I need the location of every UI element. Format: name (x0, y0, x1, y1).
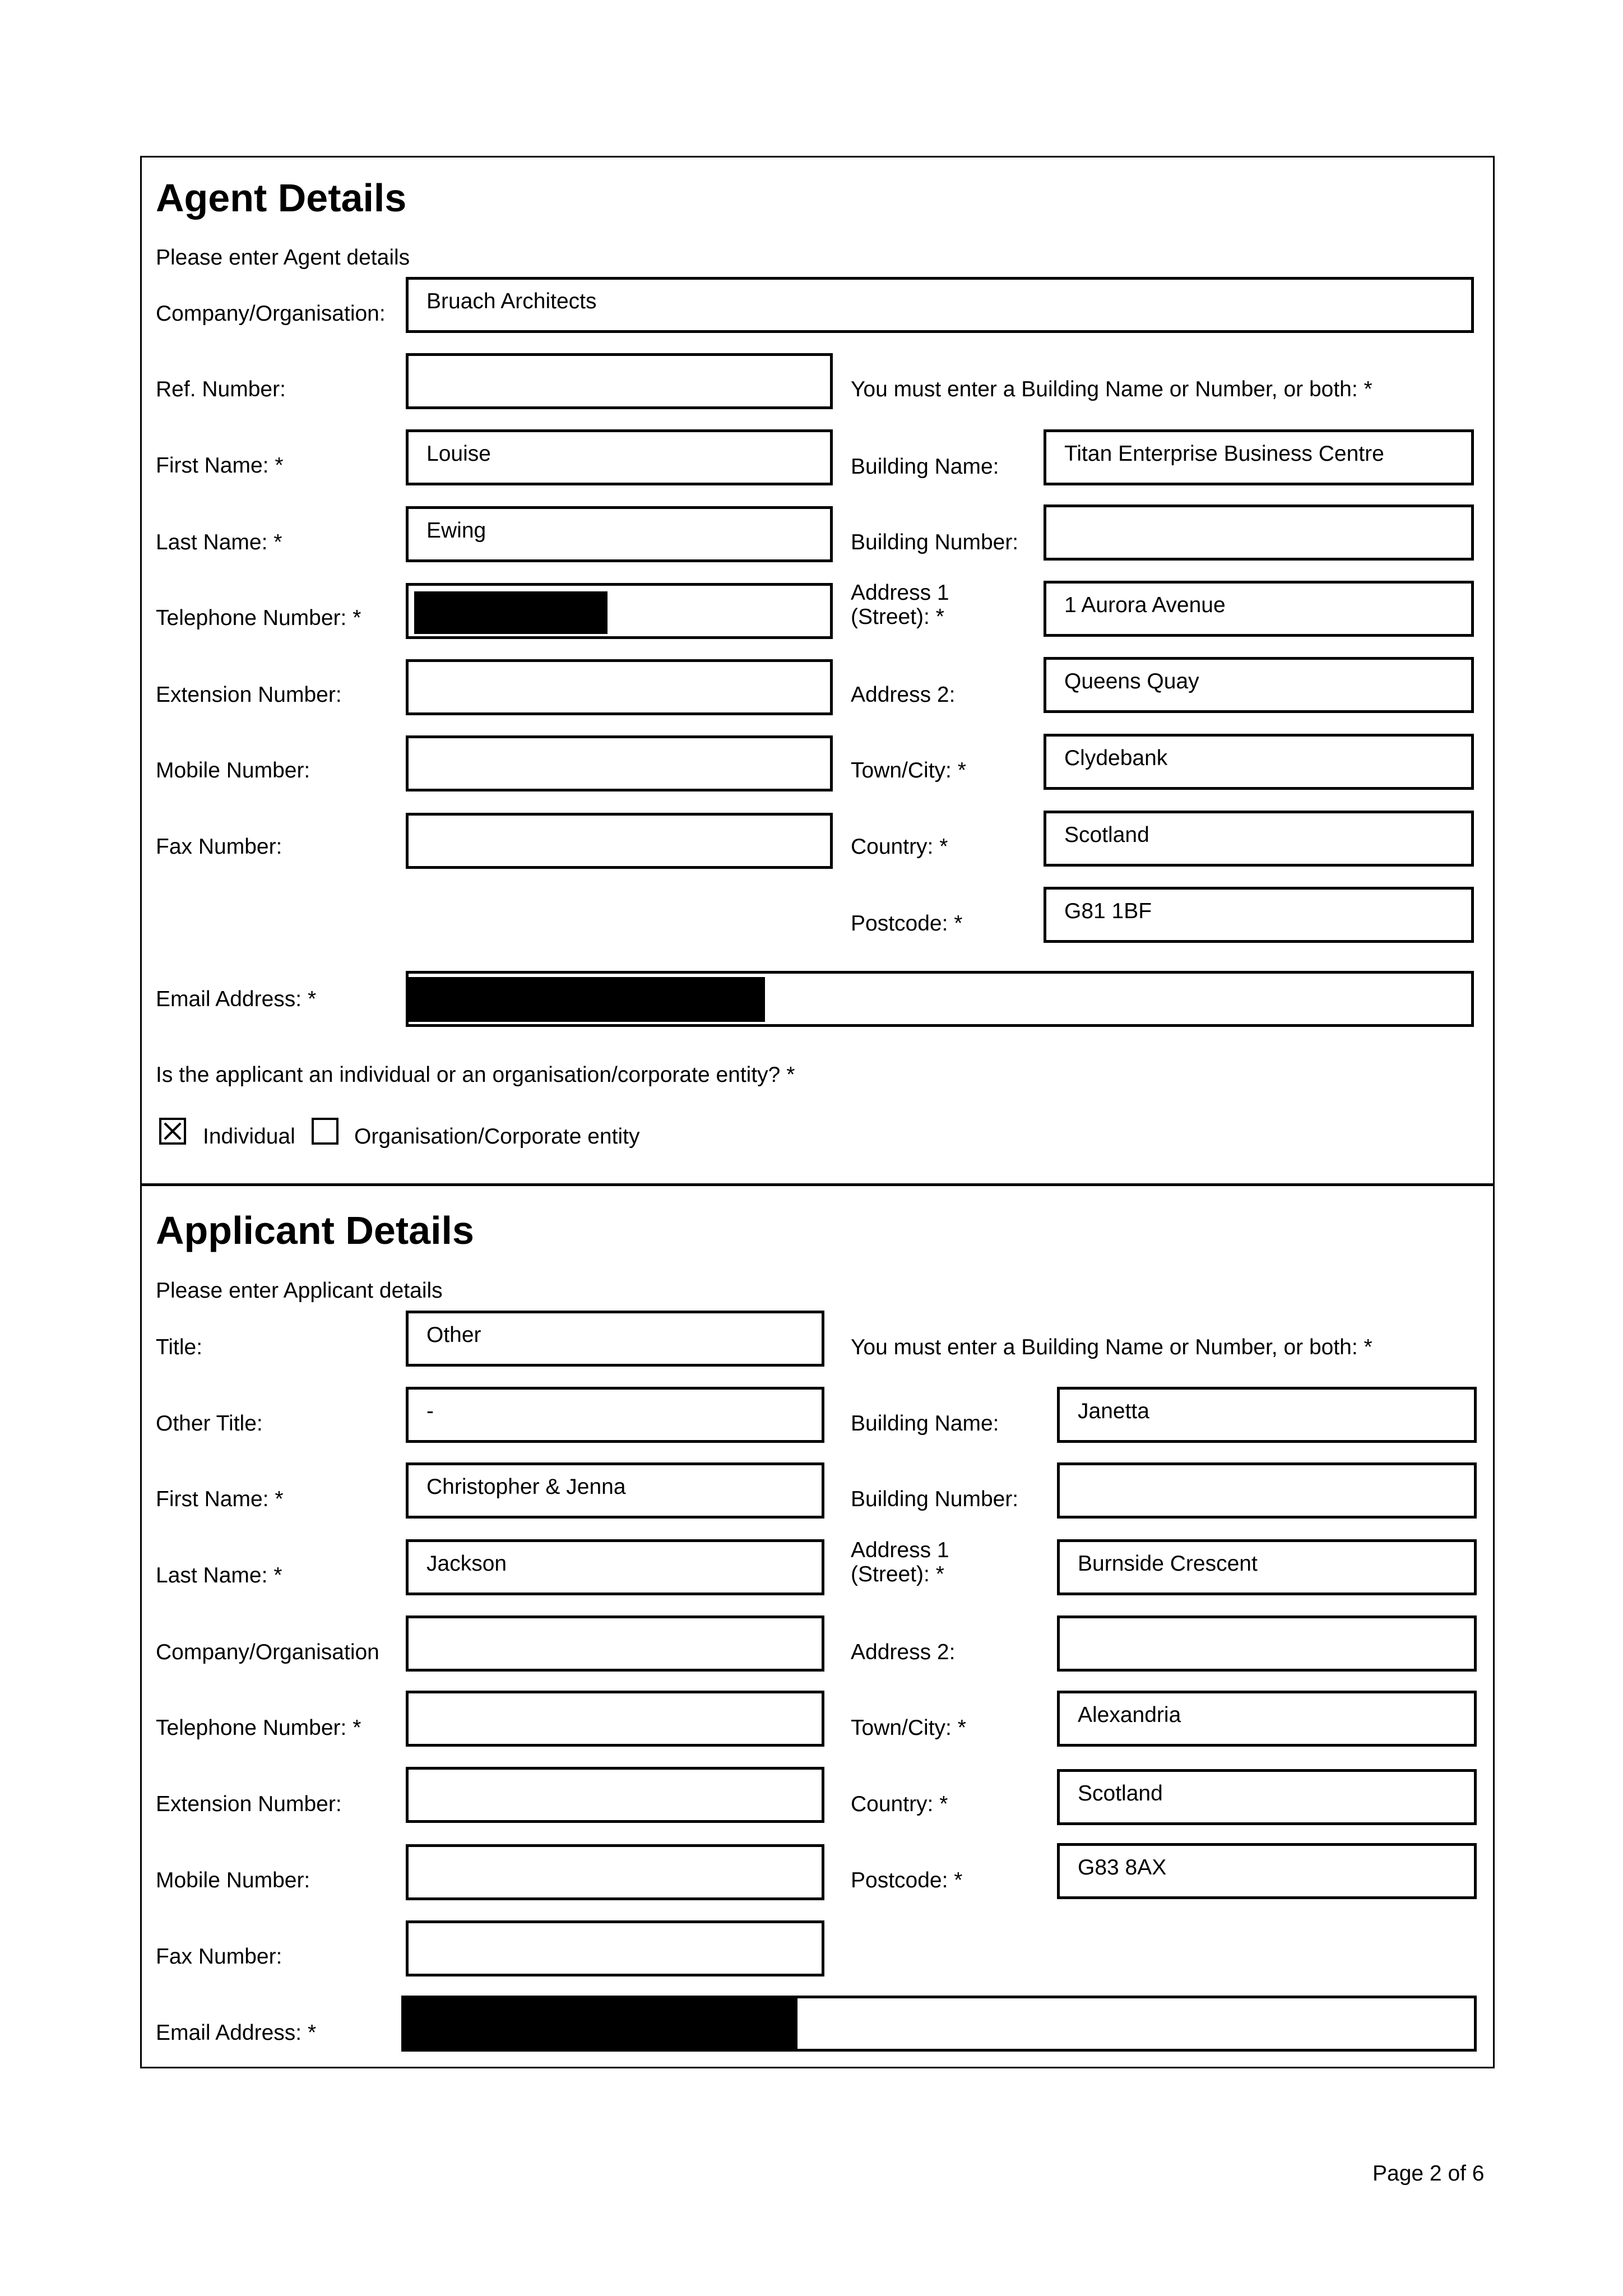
applicant-address1-label-line1: Address 1 (851, 1538, 949, 1562)
agent-email-label: Email Address: * (156, 987, 317, 1011)
applicant-address1-value: Burnside Crescent (1078, 1552, 1258, 1576)
applicant-other-title-label: Other Title: (156, 1411, 263, 1436)
applicant-type-question: Is the applicant an individual or an organisation/corporate entity? * (156, 1063, 795, 1087)
applicant-fax-field[interactable] (406, 1920, 824, 1976)
agent-fax-field[interactable] (406, 813, 833, 869)
agent-building-number-label: Building Number: (851, 530, 1019, 554)
organisation-checkbox[interactable] (312, 1118, 338, 1145)
applicant-first-name-field[interactable] (406, 1462, 824, 1519)
section-divider (140, 1183, 1495, 1186)
applicant-building-number-field[interactable] (1057, 1462, 1477, 1519)
agent-address1-label-line1: Address 1 (851, 581, 949, 605)
redaction-block (404, 1998, 797, 2049)
agent-email-field[interactable] (406, 971, 1474, 1027)
individual-option-label: Individual (203, 1124, 295, 1149)
applicant-building-name-label: Building Name: (851, 1411, 999, 1436)
applicant-intro: Please enter Applicant details (156, 1279, 443, 1303)
applicant-last-name-field[interactable] (406, 1539, 824, 1595)
applicant-postcode-value: G83 8AX (1078, 1855, 1167, 1880)
applicant-town-label: Town/City: * (851, 1716, 966, 1740)
agent-first-name-field[interactable] (406, 429, 833, 485)
applicant-first-name-label: First Name: * (156, 1487, 284, 1511)
applicant-title-value: Other (426, 1323, 481, 1347)
agent-fax-label: Fax Number: (156, 835, 282, 859)
page-number: Page 2 of 6 (1372, 2161, 1485, 2186)
applicant-email-label: Email Address: * (156, 2021, 317, 2045)
agent-town-label: Town/City: * (851, 758, 966, 783)
applicant-title-label: Title: (156, 1335, 203, 1359)
agent-address1-field[interactable] (1044, 581, 1474, 637)
agent-first-name-label: First Name: * (156, 453, 284, 478)
agent-address1-value: 1 Aurora Avenue (1064, 593, 1226, 617)
applicant-building-name-field[interactable] (1057, 1387, 1477, 1443)
agent-company-value: Bruach Architects (426, 289, 597, 313)
agent-building-note: You must enter a Building Name or Number, or both: * (851, 377, 1372, 401)
agent-town-field[interactable] (1044, 734, 1474, 790)
applicant-other-title-field[interactable] (406, 1387, 824, 1443)
applicant-last-name-value: Jackson (426, 1552, 507, 1576)
agent-postcode-field[interactable] (1044, 887, 1474, 943)
applicant-mobile-field[interactable] (406, 1844, 824, 1900)
agent-telephone-label: Telephone Number: * (156, 606, 361, 630)
agent-extension-field[interactable] (406, 659, 833, 715)
applicant-country-label: Country: * (851, 1792, 948, 1816)
agent-country-label: Country: * (851, 835, 948, 859)
applicant-building-number-label: Building Number: (851, 1487, 1019, 1511)
applicant-email-field[interactable] (401, 1996, 1477, 2052)
agent-postcode-label: Postcode: * (851, 911, 963, 936)
agent-last-name-label: Last Name: * (156, 530, 282, 554)
agent-building-number-field[interactable] (1044, 504, 1474, 561)
redaction-block (414, 591, 608, 634)
agent-details-heading: Agent Details (156, 176, 407, 220)
agent-last-name-value: Ewing (426, 519, 486, 543)
agent-country-value: Scotland (1064, 823, 1149, 847)
applicant-last-name-label: Last Name: * (156, 1563, 282, 1587)
agent-postcode-value: G81 1BF (1064, 899, 1152, 923)
agent-first-name-value: Louise (426, 442, 491, 466)
applicant-country-field[interactable] (1057, 1769, 1477, 1825)
applicant-other-title-value: - (426, 1399, 434, 1423)
applicant-mobile-label: Mobile Number: (156, 1868, 310, 1892)
agent-last-name-field[interactable] (406, 506, 833, 562)
agent-address2-label: Address 2: (851, 683, 956, 707)
applicant-company-label: Company/Organisation (156, 1640, 379, 1664)
applicant-first-name-value: Christopher & Jenna (426, 1475, 626, 1499)
agent-extension-label: Extension Number: (156, 683, 342, 707)
applicant-title-field[interactable] (406, 1311, 824, 1367)
applicant-town-field[interactable] (1057, 1691, 1477, 1747)
checkbox-cross-icon (161, 1120, 184, 1142)
agent-ref-label: Ref. Number: (156, 377, 286, 401)
redaction-block (409, 977, 765, 1022)
applicant-telephone-label: Telephone Number: * (156, 1716, 361, 1740)
applicant-telephone-field[interactable] (406, 1691, 824, 1747)
agent-company-field[interactable] (406, 277, 1474, 333)
individual-checkbox[interactable] (159, 1118, 186, 1145)
applicant-details-heading: Applicant Details (156, 1209, 474, 1252)
agent-mobile-field[interactable] (406, 735, 833, 791)
agent-mobile-label: Mobile Number: (156, 758, 310, 783)
applicant-postcode-label: Postcode: * (851, 1868, 963, 1892)
applicant-fax-label: Fax Number: (156, 1945, 282, 1969)
applicant-postcode-field[interactable] (1057, 1843, 1477, 1899)
applicant-extension-label: Extension Number: (156, 1792, 342, 1816)
organisation-option-label: Organisation/Corporate entity (354, 1124, 640, 1149)
applicant-address2-field[interactable] (1057, 1615, 1477, 1672)
agent-address2-value: Queens Quay (1064, 669, 1199, 693)
agent-company-label: Company/Organisation: (156, 302, 386, 326)
applicant-company-field[interactable] (406, 1615, 824, 1672)
agent-building-name-label: Building Name: (851, 455, 999, 479)
agent-building-name-field[interactable] (1044, 429, 1474, 485)
applicant-building-note: You must enter a Building Name or Number, or both: * (851, 1335, 1372, 1359)
agent-telephone-field[interactable] (406, 583, 833, 639)
applicant-address2-label: Address 2: (851, 1640, 956, 1664)
agent-town-value: Clydebank (1064, 746, 1168, 770)
applicant-building-name-value: Janetta (1078, 1399, 1149, 1423)
agent-country-field[interactable] (1044, 811, 1474, 867)
agent-building-name-value: Titan Enterprise Business Centre (1064, 442, 1384, 466)
agent-address2-field[interactable] (1044, 657, 1474, 713)
applicant-address1-field[interactable] (1057, 1539, 1477, 1595)
agent-address1-label-line2: (Street): * (851, 605, 944, 629)
applicant-country-value: Scotland (1078, 1781, 1163, 1806)
agent-ref-field[interactable] (406, 353, 833, 409)
applicant-address1-label-line2: (Street): * (851, 1562, 944, 1586)
applicant-extension-field[interactable] (406, 1767, 824, 1823)
applicant-town-value: Alexandria (1078, 1703, 1181, 1727)
agent-intro: Please enter Agent details (156, 246, 410, 270)
